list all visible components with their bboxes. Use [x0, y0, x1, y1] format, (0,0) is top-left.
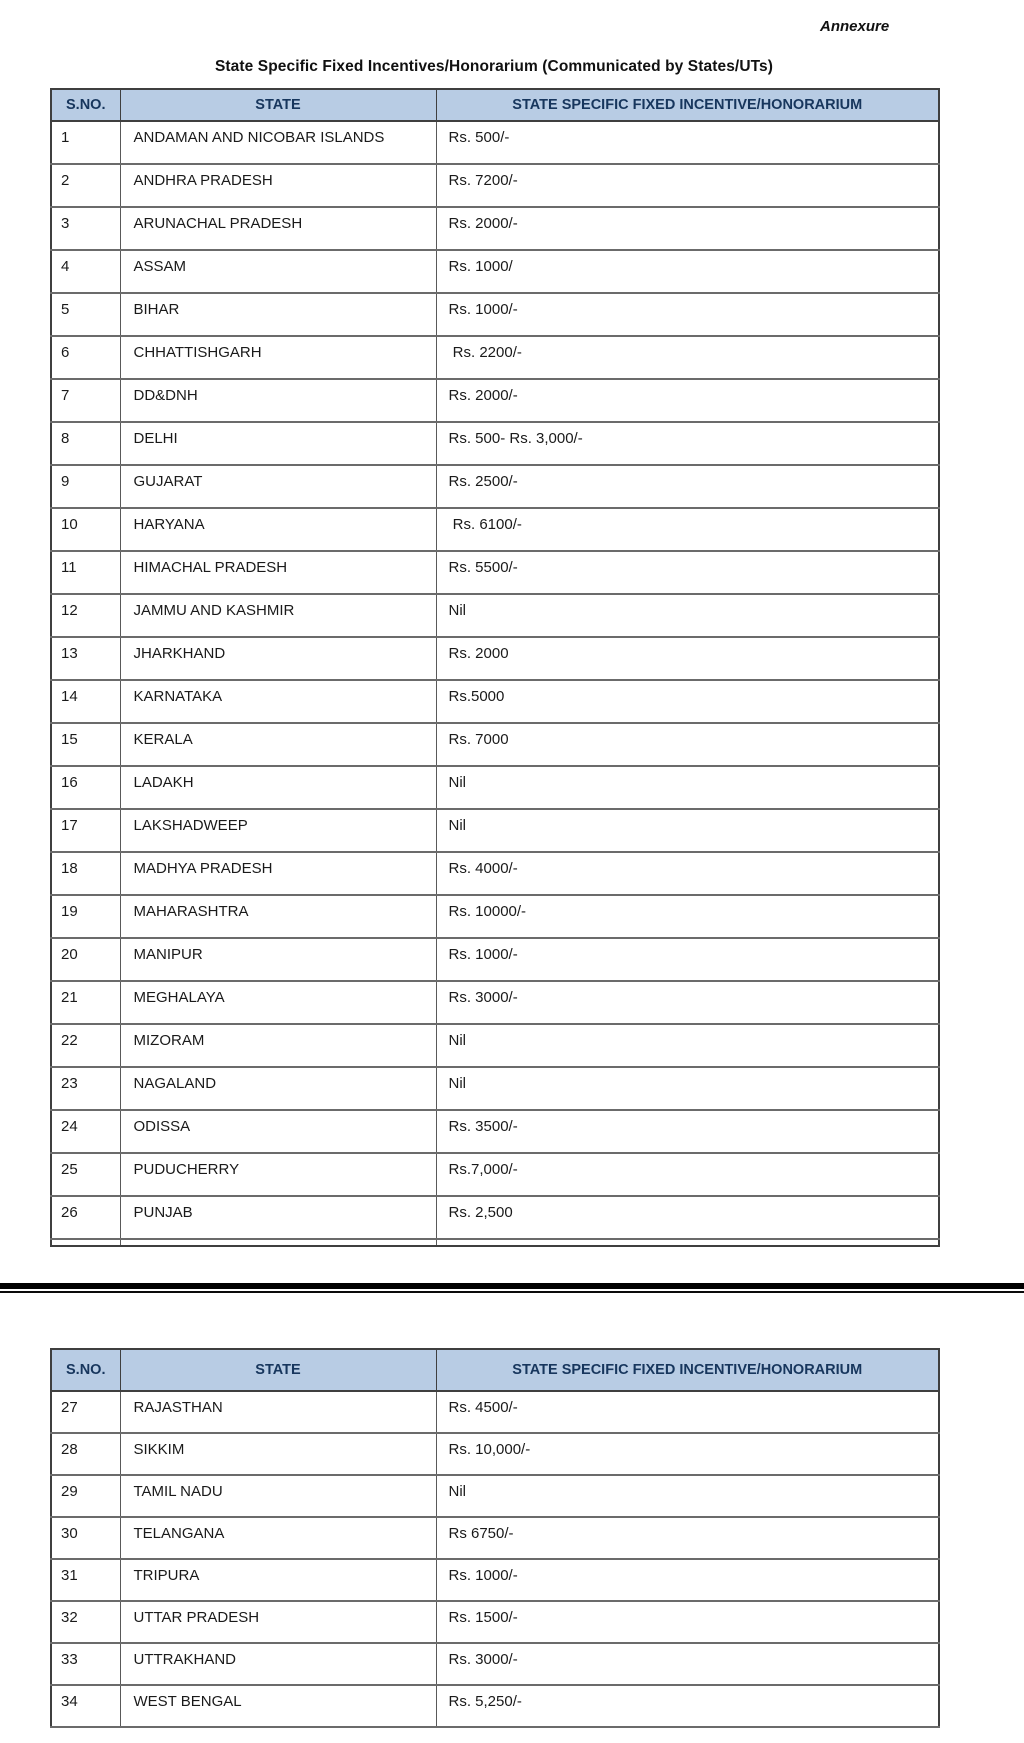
incentives-table-page2 [50, 1348, 940, 1728]
sno-cell: 14 [51, 680, 120, 723]
inc-cell: Rs. 3000/- [436, 1643, 939, 1685]
inc-cell: Rs. 7200/- [436, 164, 939, 207]
inc-cell: Nil [436, 1475, 939, 1517]
inc-cell: Rs.7,000/- [436, 1153, 939, 1196]
table-row [51, 551, 939, 594]
state-cell: HIMACHAL PRADESH [120, 551, 436, 594]
state-cell: ARUNACHAL PRADESH [120, 207, 436, 250]
table-row [51, 1024, 939, 1067]
sno-cell: 29 [51, 1475, 120, 1517]
sno-cell: 7 [51, 379, 120, 422]
sno-cell: 2 [51, 164, 120, 207]
table-row [51, 207, 939, 250]
state-cell: KARNATAKA [120, 680, 436, 723]
sno-cell: 20 [51, 938, 120, 981]
table-row [51, 293, 939, 336]
inc-cell: Rs. 5,250/- [436, 1685, 939, 1727]
state-cell: NAGALAND [120, 1067, 436, 1110]
sno-cell: 10 [51, 508, 120, 551]
sno-cell: 4 [51, 250, 120, 293]
table-row [51, 508, 939, 551]
sno-cell: 15 [51, 723, 120, 766]
inc-cell: Rs. 2,500 [436, 1196, 939, 1239]
state-cell: CHHATTISHGARH [120, 336, 436, 379]
inc-cell: Rs. 10000/- [436, 895, 939, 938]
table-row [51, 336, 939, 379]
inc-cell: Rs. 1000/- [436, 938, 939, 981]
header-incentive: STATE SPECIFIC FIXED INCENTIVE/HONORARIUM [436, 1349, 939, 1391]
sno-cell: 21 [51, 981, 120, 1024]
sno-cell: 26 [51, 1196, 120, 1239]
table-row [51, 465, 939, 508]
state-cell: RAJASTHAN [120, 1391, 436, 1433]
table-row [51, 1685, 939, 1727]
state-cell: ANDAMAN AND NICOBAR ISLANDS [120, 121, 436, 164]
table-row [51, 164, 939, 207]
state-cell: PUNJAB [120, 1196, 436, 1239]
table-row [51, 1475, 939, 1517]
inc-cell: Rs. 4500/- [436, 1391, 939, 1433]
inc-cell: Nil [436, 809, 939, 852]
state-cell: UTTRAKHAND [120, 1643, 436, 1685]
inc-cell: Nil [436, 766, 939, 809]
table-row [51, 1110, 939, 1153]
table-row [51, 1559, 939, 1601]
state-cell: JAMMU AND KASHMIR [120, 594, 436, 637]
table-row [51, 1643, 939, 1685]
table-row [51, 594, 939, 637]
table-row [51, 723, 939, 766]
empty-cell [120, 1239, 436, 1246]
inc-cell: Rs. 500- Rs. 3,000/- [436, 422, 939, 465]
state-cell: TAMIL NADU [120, 1475, 436, 1517]
inc-cell: Rs. 2500/- [436, 465, 939, 508]
state-cell: BIHAR [120, 293, 436, 336]
inc-cell: Rs. 1000/- [436, 1559, 939, 1601]
state-cell: UTTAR PRADESH [120, 1601, 436, 1643]
header-sno: S.NO. [51, 89, 120, 121]
state-cell: ODISSA [120, 1110, 436, 1153]
inc-cell: Rs. 2000 [436, 637, 939, 680]
table-row [51, 121, 939, 164]
state-cell: MAHARASHTRA [120, 895, 436, 938]
sno-cell: 28 [51, 1433, 120, 1475]
inc-cell: Rs 6750/- [436, 1517, 939, 1559]
state-cell: KERALA [120, 723, 436, 766]
inc-cell: Rs. 10,000/- [436, 1433, 939, 1475]
state-cell: TELANGANA [120, 1517, 436, 1559]
page-break-divider [0, 1283, 1024, 1293]
inc-cell: Rs. 7000 [436, 723, 939, 766]
table-row [51, 809, 939, 852]
table-row [51, 938, 939, 981]
sno-cell: 17 [51, 809, 120, 852]
sno-cell: 31 [51, 1559, 120, 1601]
table-row [51, 1391, 939, 1433]
table-row [51, 422, 939, 465]
sno-cell: 23 [51, 1067, 120, 1110]
table-header-row [51, 1349, 939, 1391]
sno-cell: 12 [51, 594, 120, 637]
sno-cell: 34 [51, 1685, 120, 1727]
sno-cell: 24 [51, 1110, 120, 1153]
inc-cell: Rs. 2000/- [436, 207, 939, 250]
state-cell: DELHI [120, 422, 436, 465]
table-row [51, 1517, 939, 1559]
table-row [51, 1601, 939, 1643]
inc-cell: Rs. 6100/- [436, 508, 939, 551]
inc-cell: Nil [436, 1067, 939, 1110]
inc-cell: Rs. 1000/ [436, 250, 939, 293]
inc-cell: Rs. 500/- [436, 121, 939, 164]
state-cell: MEGHALAYA [120, 981, 436, 1024]
state-cell: SIKKIM [120, 1433, 436, 1475]
table-row [51, 379, 939, 422]
table-row [51, 1433, 939, 1475]
sno-cell: 5 [51, 293, 120, 336]
state-cell: WEST BENGAL [120, 1685, 436, 1727]
state-cell: ASSAM [120, 250, 436, 293]
state-cell: DD&DNH [120, 379, 436, 422]
inc-cell: Rs. 1000/- [436, 293, 939, 336]
sno-cell: 6 [51, 336, 120, 379]
state-cell: LADAKH [120, 766, 436, 809]
state-cell: PUDUCHERRY [120, 1153, 436, 1196]
inc-cell: Rs. 5500/- [436, 551, 939, 594]
state-cell: TRIPURA [120, 1559, 436, 1601]
state-cell: HARYANA [120, 508, 436, 551]
state-cell: LAKSHADWEEP [120, 809, 436, 852]
sno-cell: 18 [51, 852, 120, 895]
table-row [51, 852, 939, 895]
inc-cell: Rs. 4000/- [436, 852, 939, 895]
page-title: State Specific Fixed Incentives/Honorarium (Communicated by States/UTs) [214, 58, 774, 75]
incentives-table-page1 [50, 88, 940, 1247]
empty-cell [436, 1239, 939, 1246]
state-cell: MADHYA PRADESH [120, 852, 436, 895]
table-header-row [51, 89, 939, 121]
inc-cell: Rs. 3000/- [436, 981, 939, 1024]
table-row [51, 981, 939, 1024]
sno-cell: 8 [51, 422, 120, 465]
sno-cell: 32 [51, 1601, 120, 1643]
inc-cell: Rs. 2000/- [436, 379, 939, 422]
state-cell: MIZORAM [120, 1024, 436, 1067]
table-row [51, 895, 939, 938]
sno-cell: 19 [51, 895, 120, 938]
header-state: STATE [120, 1349, 436, 1391]
sno-cell: 11 [51, 551, 120, 594]
sno-cell: 30 [51, 1517, 120, 1559]
table-row [51, 1067, 939, 1110]
table-row [51, 1153, 939, 1196]
sno-cell: 22 [51, 1024, 120, 1067]
table-row [51, 637, 939, 680]
header-incentive: STATE SPECIFIC FIXED INCENTIVE/HONORARIUM [436, 89, 939, 121]
inc-cell: Nil [436, 1024, 939, 1067]
inc-cell: Nil [436, 594, 939, 637]
state-cell: JHARKHAND [120, 637, 436, 680]
annexure-label: Annexure [820, 18, 890, 35]
sno-cell: 27 [51, 1391, 120, 1433]
table-row [51, 766, 939, 809]
empty-cell [51, 1239, 120, 1246]
table-row [51, 250, 939, 293]
sno-cell: 1 [51, 121, 120, 164]
state-cell: GUJARAT [120, 465, 436, 508]
inc-cell: Rs. 2200/- [436, 336, 939, 379]
sno-cell: 9 [51, 465, 120, 508]
inc-cell: Rs.5000 [436, 680, 939, 723]
sno-cell: 13 [51, 637, 120, 680]
table-row [51, 680, 939, 723]
header-state: STATE [120, 89, 436, 121]
table-row [51, 1196, 939, 1239]
sno-cell: 3 [51, 207, 120, 250]
header-sno: S.NO. [51, 1349, 120, 1391]
sno-cell: 16 [51, 766, 120, 809]
sno-cell: 33 [51, 1643, 120, 1685]
table-bottom-strip [51, 1239, 939, 1246]
state-cell: ANDHRA PRADESH [120, 164, 436, 207]
inc-cell: Rs. 3500/- [436, 1110, 939, 1153]
state-cell: MANIPUR [120, 938, 436, 981]
sno-cell: 25 [51, 1153, 120, 1196]
inc-cell: Rs. 1500/- [436, 1601, 939, 1643]
